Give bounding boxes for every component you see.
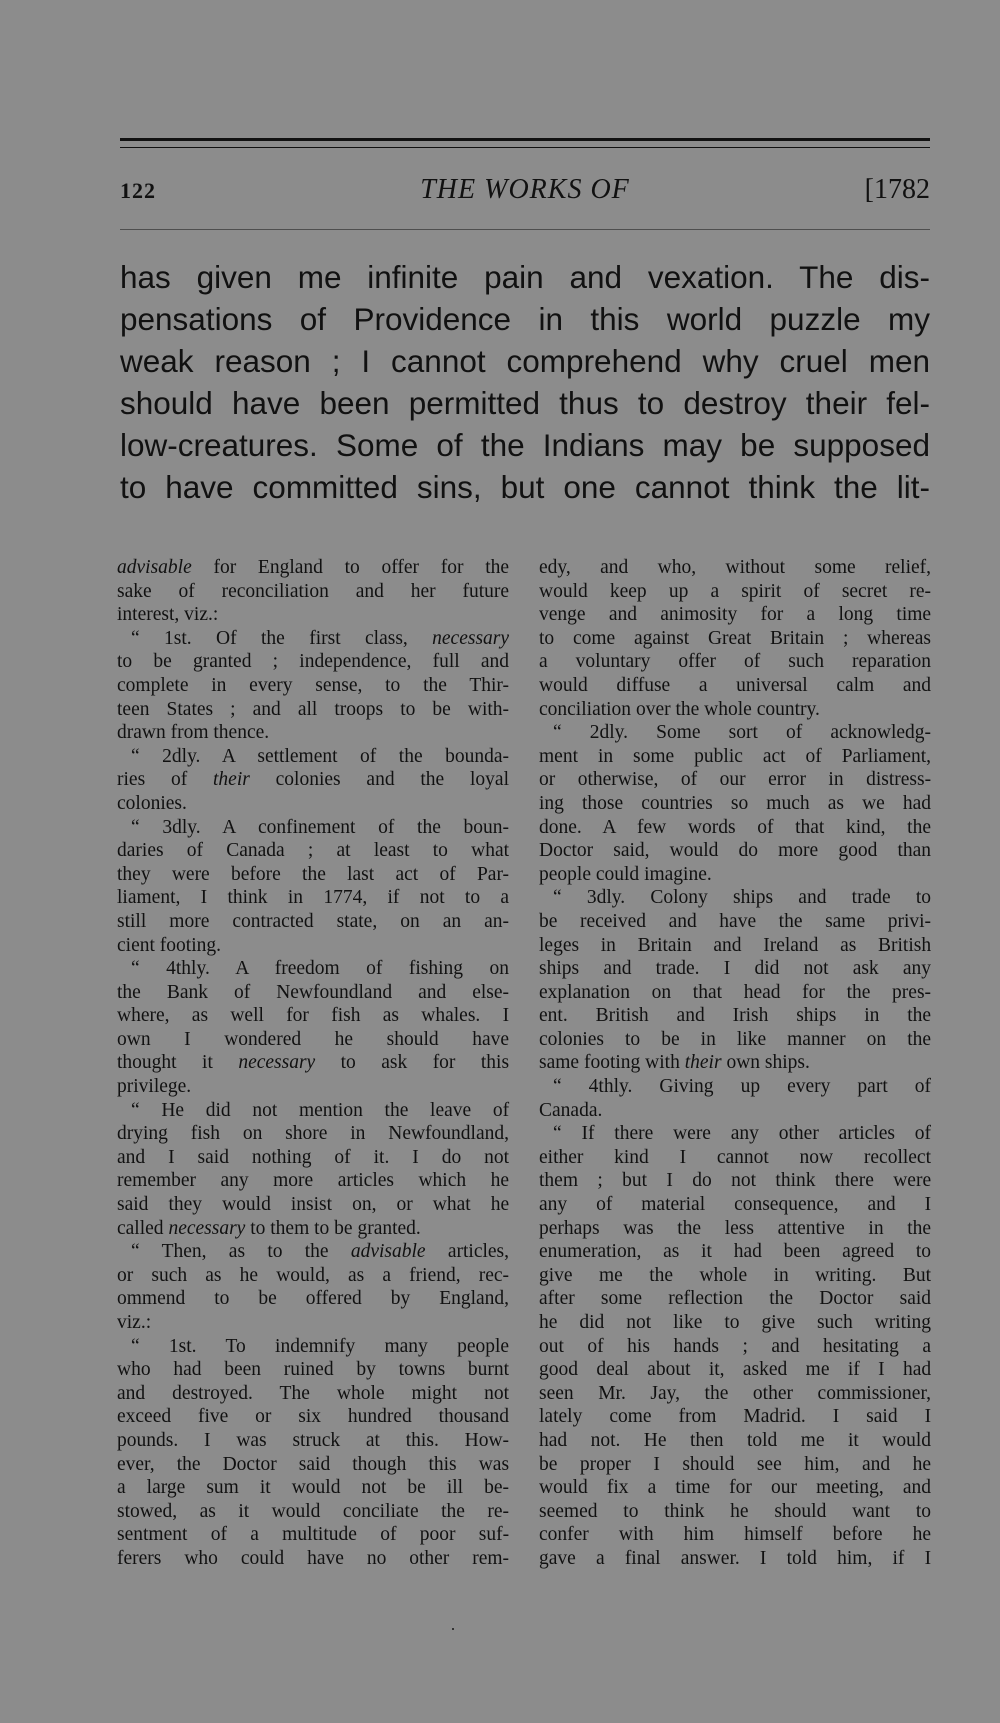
right-column bbox=[539, 556, 931, 1571]
text-line: thought it necessary to ask for this bbox=[117, 1052, 510, 1074]
text-line: leges in Britain and Ireland as British bbox=[539, 934, 932, 956]
text-line: “ Then, as to the advisable articles, bbox=[131, 1241, 510, 1263]
running-title: THE WORKS OF bbox=[420, 174, 630, 205]
text-line: would fix a time for our meeting, and bbox=[539, 1477, 932, 1499]
text-line: “ 2dly. Some sort of acknowledg- bbox=[553, 722, 932, 744]
text-line: remember any more articles which he bbox=[117, 1170, 509, 1192]
text-line: he did not like to give such writing bbox=[539, 1312, 932, 1333]
text-line: seen Mr. Jay, the other commissioner, bbox=[539, 1382, 932, 1404]
text-line: “ If there were any other articles of bbox=[553, 1123, 932, 1145]
text-line: give me the whole in writing. But bbox=[539, 1264, 931, 1286]
text-line: viz.: bbox=[117, 1312, 152, 1333]
text-line: they were before the last act of Par- bbox=[117, 863, 510, 885]
top-paragraph bbox=[120, 256, 930, 508]
text-line: daries of Canada ; at least to what bbox=[117, 840, 510, 862]
text-line: Doctor said, would do more good than bbox=[539, 840, 932, 862]
text-line: “ 1st. Of the first class, necessary bbox=[131, 627, 510, 649]
text-line: good deal about it, asked me if I had bbox=[539, 1359, 932, 1381]
text-line: lately come from Madrid. I said I bbox=[539, 1406, 932, 1428]
text-line: exceed five or six hundred thousand bbox=[117, 1406, 510, 1428]
text-line: conciliation over the whole country. bbox=[539, 698, 820, 720]
text-line: perhaps was the less attentive in the bbox=[539, 1217, 932, 1239]
text-line: and destroyed. The whole might not bbox=[117, 1382, 509, 1404]
header-rule-second bbox=[120, 147, 930, 148]
top-line: should have been permitted thus to destroy their fel- bbox=[120, 385, 930, 421]
text-line: a voluntary offer of such reparation bbox=[539, 651, 932, 673]
text-line: explanation on that head for the pres- bbox=[539, 981, 932, 1003]
top-line: pensations of Providence in this world puzzle my bbox=[120, 301, 930, 337]
text-line: called necessary to them to be granted. bbox=[117, 1217, 421, 1239]
text-line: to come against Great Britain ; whereas bbox=[539, 627, 932, 649]
top-line: to have committed sins, but one cannot think the lit- bbox=[120, 469, 930, 505]
text-line: seemed to think he should want to bbox=[539, 1500, 932, 1522]
top-line: low-creatures. Some of the Indians may be supposed bbox=[120, 427, 930, 463]
text-line: stowed, as it would conciliate the re- bbox=[117, 1500, 510, 1522]
text-line: confer with him himself before he bbox=[539, 1524, 932, 1546]
page-number: 122 bbox=[120, 178, 156, 203]
text-line: complete in every sense, to the Thir- bbox=[117, 674, 510, 696]
text-line: “ 3dly. A confinement of the boun- bbox=[131, 816, 510, 838]
header-year: [1782 bbox=[864, 174, 930, 205]
text-line: a large sum it would not be ill be- bbox=[117, 1477, 510, 1499]
text-line: “ 4thly. Giving up every part of bbox=[553, 1076, 932, 1098]
text-line: people could imagine. bbox=[539, 863, 712, 885]
text-line: ries of their colonies and the loyal bbox=[117, 769, 509, 791]
text-line: ommend to be offered by England, bbox=[117, 1288, 510, 1310]
text-line: enumeration, as it had been agreed to bbox=[539, 1241, 932, 1263]
text-line: colonies. bbox=[117, 792, 187, 814]
text-line: where, as well for fish as whales. I bbox=[117, 1005, 510, 1027]
text-line: “ 1st. To indemnify many people bbox=[131, 1335, 510, 1357]
text-line: “ 2dly. A settlement of the bounda- bbox=[131, 745, 510, 767]
text-line: “ 4thly. A freedom of fishing on bbox=[131, 958, 509, 980]
page-header bbox=[120, 174, 930, 214]
text-line: ent. British and Irish ships in the bbox=[539, 1005, 932, 1027]
text-line: sake of reconciliation and her future bbox=[117, 580, 510, 602]
text-line: pounds. I was struck at this. How- bbox=[117, 1429, 510, 1451]
text-line: ships and trade. I did not ask any bbox=[539, 958, 932, 980]
text-line: and I said nothing of it. I do not bbox=[117, 1146, 510, 1168]
text-line: after some reflection the Doctor said bbox=[539, 1288, 932, 1310]
text-line: ment in some public act of Parliament, bbox=[539, 745, 932, 767]
text-line: still more contracted state, on an an- bbox=[117, 910, 510, 932]
text-line: sentment of a multitude of poor suf- bbox=[117, 1524, 510, 1546]
text-line: them ; but I do not think there were bbox=[539, 1170, 932, 1192]
text-line: the Bank of Newfoundland and else- bbox=[117, 981, 510, 1003]
left-column bbox=[117, 556, 509, 1571]
text-line: or otherwise, of our error in distress- bbox=[539, 769, 932, 791]
text-line: “ He did not mention the leave of bbox=[131, 1099, 510, 1121]
text-line: out of his hands ; and hesitating a bbox=[539, 1335, 931, 1357]
text-line: or such as he would, as a friend, rec- bbox=[117, 1264, 510, 1286]
text-line: edy, and who, without some relief, bbox=[539, 557, 932, 578]
text-line: would keep up a spirit of secret re- bbox=[539, 580, 932, 602]
text-line: had not. He then told me it would bbox=[539, 1429, 931, 1451]
text-line: Canada. bbox=[539, 1099, 603, 1121]
text-line: ever, the Doctor said though this was bbox=[117, 1453, 510, 1475]
text-line: cient footing. bbox=[117, 934, 221, 956]
top-line: has given me infinite pain and vexation. The dis- bbox=[120, 259, 930, 295]
header-rule-bottom bbox=[120, 229, 930, 230]
text-line: ing those countries so much as we had bbox=[539, 792, 932, 814]
top-line: weak reason ; I cannot comprehend why cruel men bbox=[120, 343, 930, 379]
text-line: drying fish on shore in Newfoundland, bbox=[117, 1123, 509, 1145]
text-line: done. A few words of that kind, the bbox=[539, 816, 931, 838]
text-line: be proper I should see him, and he bbox=[539, 1453, 932, 1475]
text-line: to be granted ; independence, full and bbox=[117, 651, 510, 673]
text-line: “ 3dly. Colony ships and trade to bbox=[553, 887, 932, 909]
text-line: colonies to be in like manner on the bbox=[539, 1028, 932, 1050]
bottom-ink-mark bbox=[452, 1628, 454, 1630]
text-line: drawn from thence. bbox=[117, 722, 270, 744]
text-line: any of material consequence, and I bbox=[539, 1194, 932, 1216]
text-line: be received and have the same privi- bbox=[539, 910, 932, 932]
text-line: privilege. bbox=[117, 1076, 192, 1098]
text-line: same footing with their own ships. bbox=[539, 1052, 810, 1074]
text-line: said they would insist on, or what he bbox=[117, 1194, 510, 1216]
text-line: would diffuse a universal calm and bbox=[539, 674, 932, 696]
text-line: venge and animosity for a long time bbox=[539, 604, 932, 626]
text-line: either kind I cannot now recollect bbox=[539, 1146, 932, 1168]
text-line: gave a final answer. I told him, if I bbox=[539, 1547, 932, 1569]
text-line: liament, I think in 1774, if not to a bbox=[117, 887, 510, 909]
text-line: teen States ; and all troops to be with- bbox=[117, 698, 510, 720]
text-line: ferers who could have no other rem- bbox=[117, 1547, 510, 1569]
header-rule-top bbox=[120, 138, 930, 141]
text-line: interest, viz.: bbox=[117, 604, 219, 626]
text-line: own I wondered he should have bbox=[117, 1028, 510, 1050]
text-line: who had been ruined by towns burnt bbox=[117, 1359, 510, 1381]
text-line: advisable for England to offer for the bbox=[117, 557, 510, 578]
